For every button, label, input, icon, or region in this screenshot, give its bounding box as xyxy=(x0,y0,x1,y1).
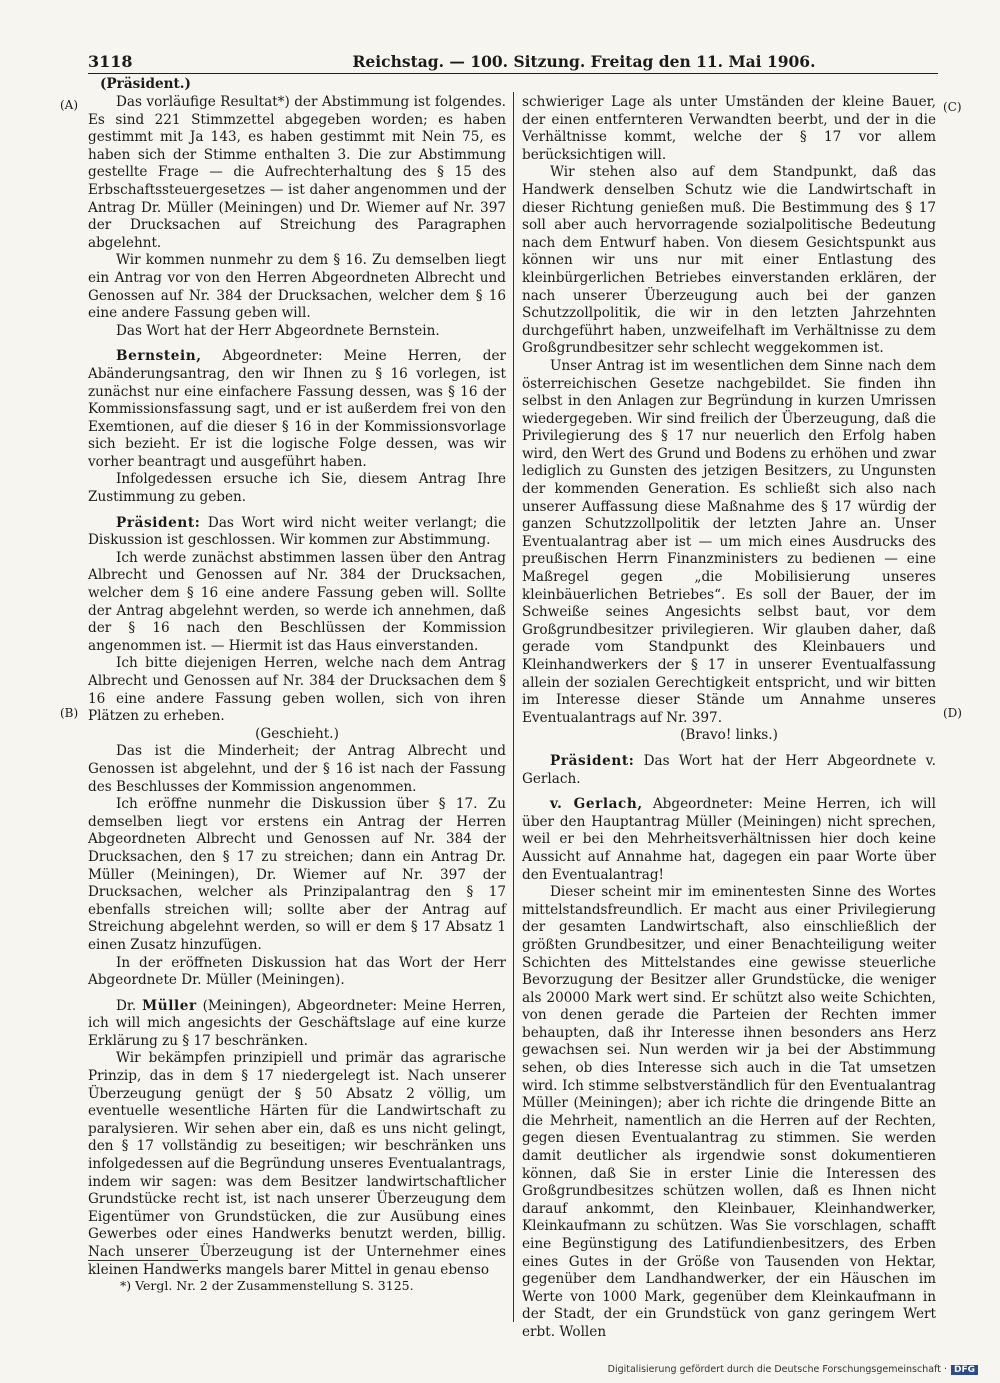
speech-mueller: Dr. Müller (Meiningen), Abgeordneter: Meine Herren, ich will mich angesichts der Geschäftslage auf eine kurze Erklärung zu § 17 beschränken. xyxy=(88,997,506,1049)
paragraph: Das ist die Minderheit; der Antrag Albrecht und Genossen ist abgelehnt, und der § 16 ist nach der Fassung des Beschlusses der Kommission angenommen. xyxy=(88,743,506,795)
speech-praesident: Präsident: Das Wort wird nicht weiter verlangt; die Diskussion ist geschlossen. Wir kommen zur Abstimmung. xyxy=(88,514,506,549)
paragraph: Wir kommen nunmehr zu dem § 16. Zu demselben liegt ein Antrag vor von den Herren Abgeordneten Albrecht und Genossen auf Nr. 384 der Drucksachen, welcher dem § 16 eine andere Fassung geben will. xyxy=(88,252,506,322)
paragraph: Ich eröffne nunmehr die Diskussion über § 17. Zu demselben liegt vor erstens ein Antrag der Herren Abgeordneten Albrecht und Genossen auf Nr. 384 der Drucksachen, den § 17 zu streichen; dann ein Antrag Dr. Müller (Meiningen), Dr. Wiemer auf Nr. 397 der Drucksachen, welcher als Prinzipalantrag den § 17 ebenfalls streichen will; sollte aber der Antrag auf Streichung abgelehnt werden, so will er dem § 17 Absatz 1 einen Zusatz hinzufügen. xyxy=(88,796,506,953)
page-header xyxy=(88,52,940,74)
speech-gerlach: v. Gerlach, Abgeordneter: Meine Herren, ich will über den Hauptantrag Müller (Meiningen) nicht sprechen, weil er bei den Mehrheitsverhältnissen hier doch keine Aussicht auf Annahme hat, dagegen ein paar Worte über den Eventualantrag! xyxy=(522,796,936,883)
dfg-logo: DFG xyxy=(951,1365,978,1375)
paragraph: schwieriger Lage als unter Umständen der kleine Bauer, der einen entfernteren Verwandten beerbt, und der in die Verhältnisse kommt, welche der § 17 vor allem berücksichtigen will. xyxy=(522,94,936,163)
stage-direction: (Bravo! links.) xyxy=(680,727,778,744)
speaker-name: Bernstein, xyxy=(116,348,202,365)
margin-marker-d: (D) xyxy=(943,706,962,720)
continued-speaker: (Präsident.) xyxy=(100,76,191,92)
margin-marker-b: (B) xyxy=(60,706,79,720)
margin-marker-c: (C) xyxy=(943,100,962,114)
speaker-name: v. Gerlach, xyxy=(550,796,643,813)
paragraph: Dieser scheint mir im eminentesten Sinne des Wortes mittelstandsfreundlich. Er macht aus einer Privilegierung der gesamten Landwirtschaft, also einschließlich der größten Grundbesitzer, und einer Benachteiligung weiter Schichten des Mittelstandes eine gewisse steuerliche Bevorzugung der Besitzer aller Grundstücke, die weniger als 20000 Mark wert sind. Er schützt also weite Schichten, von denen gerade die Parteien der Rechten immer behaupten, daß ihr Interesse ihnen besonders ans Herz gewachsen sei. Nun werden wir ja bei der Abstimmung sehen, ob dies Interesse sich auch in die Tat umsetzen wird. Ich stimme selbstverständlich für den Eventualantrag Müller (Meiningen); aber ich richte die dringende Bitte an die Mehrheit, namentlich an die Herren auf der Rechten, gegen diesen Eventualantrag zu stimmen. Sie werden damit deutlicher als irgendwie sonst dokumentieren können, daß Sie in erster Linie die Interessen des Großgrundbesitzes schützen wollen, daß es Ihnen nicht darauf ankommt, den Kleinbauer, Kleinhandwerker, Kleinkaufmann zu schützen. Was Sie vorschlagen, schafft eine Begünstigung des Latifundienbesitzers, des Erben eines Gutes in der Größe von Tausenden von Hektar, gegenüber dem Landhandwerker, der ein Häuschen im Werte von 1000 Mark, gegenüber dem Kleinkaufmann in der Stadt, der ein Grundstück von ganz geringem Wert erbt. Wollen xyxy=(522,884,936,1340)
digitization-credit: Digitalisierung gefördert durch die Deutsche Forschungsgemeinschaft · DFG xyxy=(608,1364,978,1375)
paragraph: Wir bekämpfen prinzipiell und primär das agrarische Prinzip, das in dem § 17 niedergelegt ist. Nach unserer Überzeugung genügt der § 50 Absatz 2 völlig, um eventuelle wesentliche Härten für die Landwirtschaft zu paralysieren. Wir sehen aber ein, daß es uns nicht gelingt, den § 17 vollständig zu beseitigen; wir beschränken uns infolgedessen auf die Begründung unseres Eventualantrags, indem wir sagen: was dem Besitzer landwirtschaftlicher Grundstücke recht ist, ist nach unserer Überzeugung dem Eigentümer von Grundstücken, die zur Ausübung eines Gewerbes oder eines Handwerks benutzt werden, billig. Nach unserer Überzeugung ist der Unternehmer eines kleinen Handwerks mangels barer Mittel in genau ebenso xyxy=(88,1050,506,1278)
right-column xyxy=(522,94,936,1342)
speaker-name: Müller xyxy=(142,997,197,1014)
speaker-name: Präsident: xyxy=(116,514,201,531)
speech-bernstein: Bernstein, Abgeordneter: Meine Herren, der Abänderungsantrag, den wir Ihnen zu § 16 vorlegen, ist zunächst nur eine einfachere Fassung dessen, was § 16 der Kommissionsfassung sagt, und er ist außerdem frei von den Exemtionen, auf die dieser § 16 in der Kommissionsvorlage sich bezieht. Er ist die logische Folge dessen, was wir vorher beantragt und ausgeführt haben. xyxy=(88,348,506,470)
paragraph: Das Wort hat der Herr Abgeordnete Bernstein. xyxy=(116,322,440,339)
paragraph: Ich bitte diejenigen Herren, welche nach dem Antrag Albrecht und Genossen auf Nr. 384 der Drucksachen dem § 16 eine andere Fassung geben wollen, sich von ihren Plätzen zu erheben. xyxy=(88,655,506,725)
column-separator xyxy=(513,92,514,1322)
page-number: 3118 xyxy=(88,52,133,71)
paragraph: Ich werde zunächst abstimmen lassen über den Antrag Albrecht und Genossen auf Nr. 384 der Drucksachen, welcher dem § 16 eine andere Fassung geben will. Sollte der Antrag abgelehnt werden, so werde ich annehmen, daß der § 16 nach den Beschlüssen der Kommission angenommen ist. — Hiermit ist das Haus einverstanden. xyxy=(88,549,506,654)
paragraph: Wir stehen also auf dem Standpunkt, daß das Handwerk denselben Schutz wie die Landwirtschaft in dieser Richtung genießen muß. Die Bestimmung des § 17 soll aber auch hervorragende sozialpolitische Bedeutung nach dem Entwurf haben. Von diesem Gesichtspunkt aus können wir uns nur mit einer Entlastung des kleinbürgerlichen Betriebes einverstanden erklären, der nach unserer Überzeugung auch bei der ganzen Schutzzollpolitik, die wir in den letzten Jahrzehnten durchgeführt haben, unzweifelhaft im Verhältnisse zu dem Großgrundbesitzer sehr schlecht weggekommen ist. xyxy=(522,164,936,357)
speaker-name: Präsident: xyxy=(550,752,635,769)
left-column xyxy=(88,94,506,1279)
footnote-rule xyxy=(88,1260,198,1261)
paragraph: In der eröffneten Diskussion hat das Wort der Herr Abgeordnete Dr. Müller (Meiningen). xyxy=(88,954,506,989)
stage-direction: (Geschieht.) xyxy=(255,725,339,742)
paragraph: Unser Antrag ist im wesentlichen dem Sinne nach dem österreichischen Gesetze nachgebildet. Sie finden ihn selbst in den Anlagen zur Begründung in kurzen Umrissen wiedergegeben. Wir sind freilich der Überzeugung, daß die Privilegierung des § 17 nur neuerlich den Erfolg haben wird, den Wert des Grund und Bodens zu erhöhen und zwar lediglich zu Gunsten des jetzigen Besitzers, zu Ungunsten der kommenden Generation. Es schließt sich also nach unserer Auffassung diese Maßnahme des § 17 würdig der ganzen Schutzzollpolitik der letzten Jahre an. Unser Eventualantrag aber ist — um mich eines Ausdrucks des preußischen Herrn Finanzministers zu bedienen — eine Maßregel gegen „die Mobilisierung unseres kleinbäuerlichen Betriebes“. Es soll der Bauer, der im Schweiße seines Angesichts selbst baut, vor dem Großgrundbesitzer privilegieren. Wir glauben daher, daß gerade vom Standpunkt des Kleinbauers und Kleinhandwerkers der § 17 in unserer Eventualfassung allein der sozialen Gerechtigkeit entspricht, und wir bitten im Interesse dieser Stände um Annahme unseres Eventualantrags auf Nr. 397. xyxy=(522,357,936,726)
running-title: Reichstag. — 100. Sitzung. Freitag den 11. Mai 1906. xyxy=(352,52,816,71)
header-rule xyxy=(88,73,938,74)
paragraph: Infolgedessen ersuche ich Sie, diesem Antrag Ihre Zustimmung zu geben. xyxy=(88,471,506,506)
speech-praesident: Präsident: Das Wort hat der Herr Abgeordnete v. Gerlach. xyxy=(522,752,936,787)
footnote: *) Vergl. Nr. 2 der Zusammenstellung S. 3125. xyxy=(120,1278,414,1293)
margin-marker-a: (A) xyxy=(60,98,79,112)
paragraph: Das vorläufige Resultat*) der Abstimmung ist folgendes. Es sind 221 Stimmzettel abgegeben worden; es haben gestimmt mit Ja 143, es haben gestimmt mit Nein 75, es haben sich der Stimme enthalten 3. Die zur Abstimmung gestellte Frage — die Aufrechterhaltung des § 15 des Erbschaftssteuergesetzes — ist daher angenommen und der Antrag Dr. Müller (Meiningen) und Dr. Wiemer auf Nr. 397 der Drucksachen auf Streichung des Paragraphen abgelehnt. xyxy=(88,94,506,251)
